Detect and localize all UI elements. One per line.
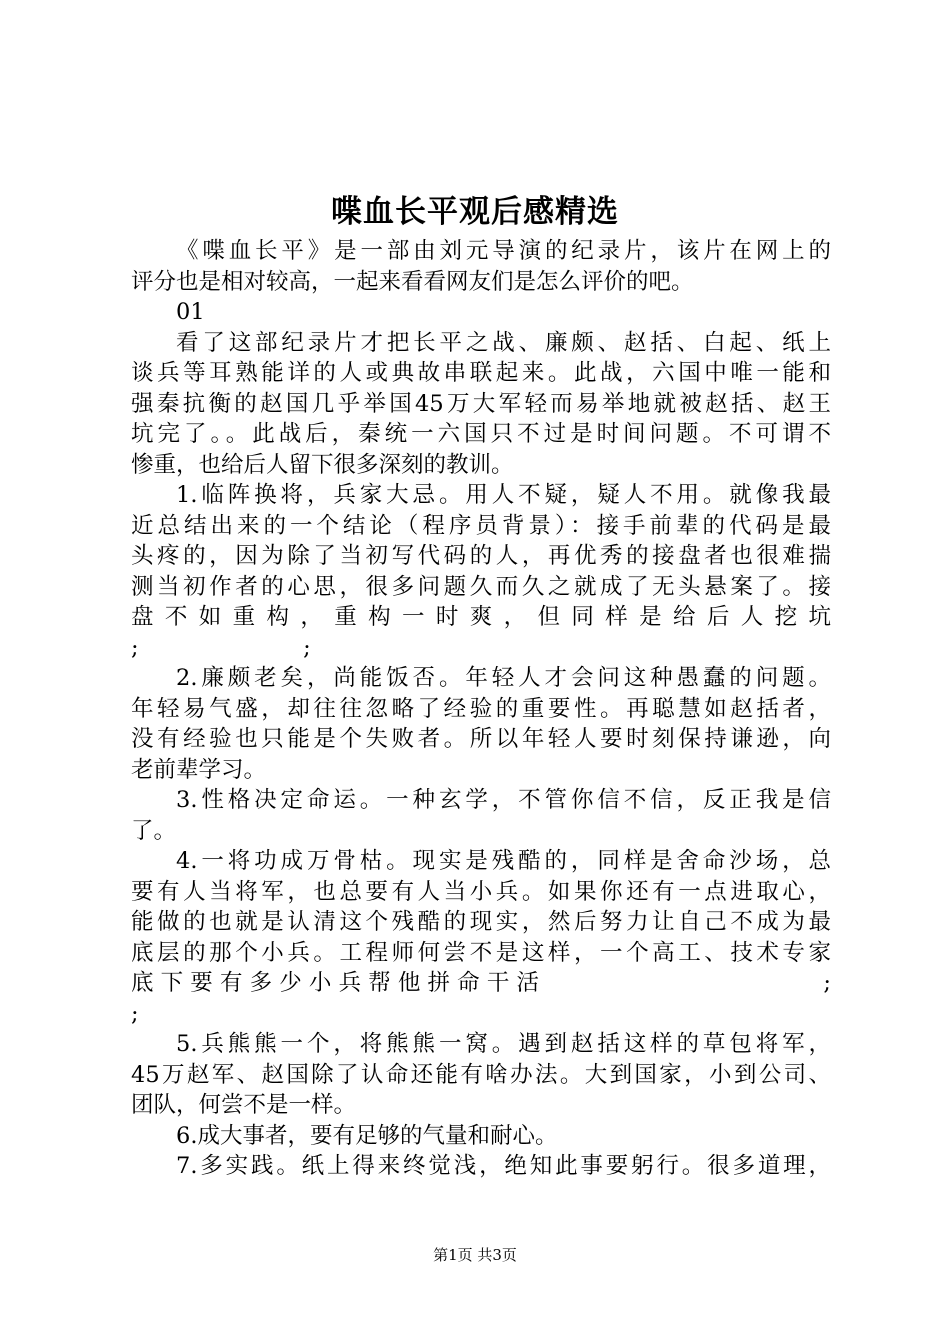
body-line: 要有人当将军，也总要有人当小兵。如果你还有一点进取心， [131,878,831,905]
body-line: 谈兵等耳熟能详的人或典故串联起来。此战，六国中唯一能和 [131,360,831,386]
body-line: 看了这部纪录片才把长平之战、廉颇、赵括、白起、纸上 [176,329,831,356]
body-line: 2.廉颇老矣，尚能饭否。年轻人才会问这种愚蠢的问题。 [176,665,831,691]
body-line: 45万赵军、赵国除了认命还能有啥办法。大到国家，小到公司、 [131,1061,831,1088]
body-line: 4.一将功成万骨枯。现实是残酷的，同样是舍命沙场，总 [176,848,831,874]
body-line: 3.性格决定命运。一种玄学，不管你信不信，反正我是信 [176,787,831,813]
body-line: 了。 [131,817,177,844]
body-line: 强秦抗衡的赵国几乎举国45万大军轻而易举地就被赵括、赵王 [131,390,831,417]
body-line: 近总结出来的一个结论（程序员背景）：接手前辈的代码是最 [131,512,831,539]
body-line: 团队，何尝不是一样。 [131,1092,357,1118]
body-line: 5.兵熊熊一个，将熊熊一窝。遇到赵括这样的草包将军， [176,1031,831,1057]
body-line: 盘 不 如 重 构 ， 重 构 一 时 爽 ， 但 同 样 是 给 后 人 挖 坑 [131,604,831,630]
body-line: 6.成大事者，要有足够的气量和耐心。 [176,1122,558,1149]
body-line: 能做的也就是认清这个残酷的现实，然后努力让自己不成为最 [131,909,831,935]
body-line: 评分也是相对较高，一起来看看网友们是怎么评价的吧。 [131,268,694,295]
body-line: 1.临阵换将，兵家大忌。用人不疑，疑人不用。就像我最 [176,482,831,508]
body-line: 头疼的，因为除了当初写代码的人，再优秀的接盘者也很难揣 [131,543,831,569]
body-line: 底 下 要 有 多 少 小 兵 帮 他 拼 命 干 活 ; [131,970,831,996]
body-line: ; [131,1000,139,1027]
body-line: 底层的那个小兵。工程师何尝不是这样，一个高工、技术专家 [131,939,831,966]
body-line: 01 [176,299,205,325]
body-line: 《喋血长平》是一部由刘元导演的纪录片，该片在网上的 [176,238,831,264]
body-line: 老前辈学习。 [131,756,267,783]
body-line: 测当初作者的心思，很多问题久而久之就成了无头悬案了。接 [131,573,831,600]
body-line: 没有经验也只能是个失败者。所以年轻人要时刻保持谦逊，向 [131,726,831,752]
page-footer: 第1页 共3页 [433,1246,517,1264]
body-line: 7.多实践。纸上得来终觉浅，绝知此事要躬行。很多道理， [176,1153,831,1179]
document-title: 喋血长平观后感精选 [331,194,619,230]
body-line: 惨重，也给后人留下很多深刻的教训。 [131,451,514,478]
document-body [131,236,831,1182]
body-line: ; ; [131,634,311,661]
body-line: 年轻易气盛，却往往忽略了经验的重要性。再聪慧如赵括者， [131,695,831,722]
body-line: 坑完了。。此战后，秦统一六国只不过是时间问题。不可谓不 [131,421,831,447]
